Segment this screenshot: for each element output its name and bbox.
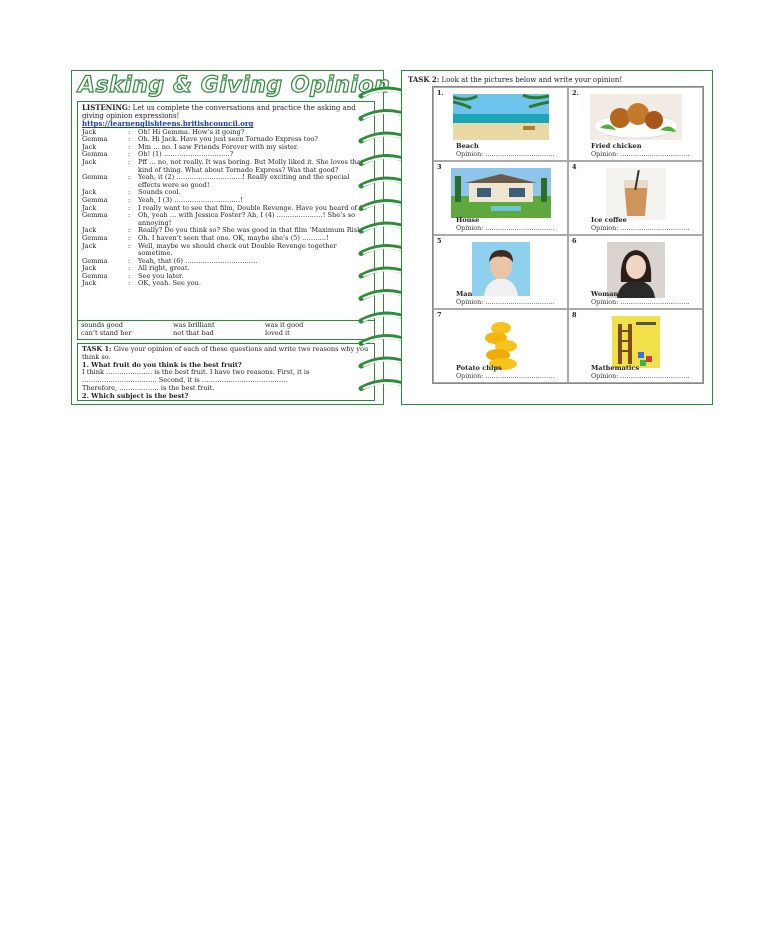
speaker-colon: : — [128, 135, 131, 144]
picture-cell-man — [433, 235, 568, 309]
worksheet — [71, 70, 713, 407]
speaker-name: Gemma — [82, 211, 108, 220]
source-link[interactable]: https://learnenglishteens.britishcouncil.org — [82, 119, 254, 129]
word-bank-item: loved it — [265, 329, 290, 337]
dialogue-text: Oh. I haven’t seen that one. OK, maybe she’s (5) ………..! — [138, 233, 329, 242]
item-caption: Man — [456, 290, 473, 298]
speaker-colon: : — [128, 271, 131, 280]
task2-instruction-text: Look at the pictures below and write your opinion! — [441, 76, 623, 84]
speaker-name: Gemma — [82, 173, 108, 182]
opinion-blank: Opinion: …………………………… — [456, 151, 555, 158]
speaker-name: Gemma — [82, 256, 108, 265]
dialogue-text: See you later. — [138, 271, 184, 280]
word-bank-item: sounds good — [81, 321, 123, 329]
dialogue-text: Oh. Hi Jack. Have you just seen Tornado Express too? — [138, 135, 318, 144]
speaker-colon: : — [128, 264, 131, 273]
speaker-colon: : — [128, 233, 131, 242]
dialogue-line — [82, 212, 370, 227]
opinion-blank: Opinion: …………………………… — [456, 225, 555, 232]
item-caption: Woman — [591, 290, 619, 298]
speaker-name: Gemma — [82, 150, 108, 159]
dialogue-text: Oh! Hi Gemma. How’s it going? — [138, 127, 245, 136]
dialogue-line — [82, 243, 370, 258]
speaker-colon: : — [128, 127, 131, 136]
dialogue-line — [82, 280, 370, 288]
speaker-colon: : — [128, 256, 131, 265]
task1-line-1: I think ………………… is the best fruit. I have two reasons. First, it is — [82, 368, 310, 377]
listening-section — [77, 101, 375, 340]
speaker-name: Jack — [82, 188, 97, 197]
speaker-name: Gemma — [82, 271, 108, 280]
picture-grid — [432, 86, 704, 384]
dialogue-line — [82, 273, 370, 281]
dialogue — [82, 129, 370, 288]
speaker-colon: : — [128, 226, 131, 235]
speaker-colon: : — [128, 241, 131, 250]
dialogue-text: All right, great. — [138, 264, 190, 273]
task1-question-1-text: 1. What fruit do you think is the best fruit? — [82, 360, 242, 369]
item-number: 3 — [437, 163, 442, 171]
dialogue-text: Yeah, it (2) …………………………! Really exciting and the special effects were so good! — [138, 173, 350, 189]
word-bank-item: not that bad — [173, 329, 214, 337]
speaker-colon: : — [128, 211, 131, 220]
dialogue-text: Sounds cool. — [138, 188, 181, 197]
task1-label: TASK 1: — [82, 345, 112, 353]
dialogue-line — [82, 265, 370, 273]
man-image — [472, 242, 530, 296]
speaker-name: Jack — [82, 127, 97, 136]
picture-cell-ice-coffee — [568, 161, 703, 235]
dialogue-text: Oh, yeah … with Jessica Foster? Ah, I (4) …………………! She’s so annoying! — [138, 211, 356, 227]
item-caption: Beach — [456, 142, 479, 150]
speaker-colon: : — [128, 157, 131, 166]
dialogue-text: OK, yeah. See you. — [138, 279, 201, 288]
item-caption: Ice coffee — [591, 216, 627, 224]
dialogue-text: Really? Do you think so? She was good in that film ‘Maximum Risk’. — [138, 226, 366, 235]
item-caption: House — [456, 216, 480, 224]
task1-section — [77, 343, 375, 401]
speaker-colon: : — [128, 195, 131, 204]
opinion-blank: Opinion: …………………………… — [591, 151, 690, 158]
dialogue-text: Mm … no. I saw Friends Forever with my sister. — [138, 142, 299, 151]
beach-image — [453, 94, 549, 140]
speaker-name: Gemma — [82, 135, 108, 144]
speaker-name: Jack — [82, 203, 97, 212]
item-number: 2. — [572, 89, 579, 97]
speaker-name: Jack — [82, 226, 97, 235]
word-bank-item: was brilliant — [173, 321, 215, 329]
task1-question-2 — [82, 393, 370, 401]
dialogue-line — [82, 258, 370, 266]
picture-cell-potato-chips — [433, 309, 568, 383]
speaker-colon: : — [128, 279, 131, 288]
listening-instruction: Let us complete the conversations and practice the asking and giving opinion expressions! — [82, 104, 356, 121]
picture-cell-beach — [433, 87, 568, 161]
dialogue-line — [82, 159, 370, 174]
house-image — [451, 168, 551, 218]
item-caption: Fried chicken — [591, 142, 642, 150]
opinion-blank: Opinion: …………………………… — [591, 225, 690, 232]
word-bank-item: was it good — [265, 321, 304, 329]
dialogue-text: Yeah, I (3) …………………………! — [138, 195, 243, 204]
listening-label: LISTENING: — [82, 103, 131, 112]
speaker-colon: : — [128, 150, 131, 159]
speaker-name: Jack — [82, 241, 97, 250]
item-number: 4 — [572, 163, 577, 171]
item-number: 7 — [437, 311, 442, 319]
word-bank-item: can’t stand her — [81, 329, 132, 337]
item-number: 8 — [572, 311, 577, 319]
picture-cell-woman — [568, 235, 703, 309]
listening-intro — [82, 104, 370, 120]
opinion-blank: Opinion: …………………………… — [456, 299, 555, 306]
dialogue-text: Yeah, that (6) …………………………… — [138, 256, 258, 265]
speaker-name: Gemma — [82, 233, 108, 242]
picture-cell-mathematics — [568, 309, 703, 383]
task2-label: TASK 2: — [408, 75, 440, 84]
task1-question-2-text: 2. Which subject is the best? — [82, 391, 189, 400]
worksheet-title: Asking & Giving Opinion — [78, 73, 391, 98]
speaker-colon: : — [128, 173, 131, 182]
picture-cell-house — [433, 161, 568, 235]
item-number: 1. — [437, 89, 444, 97]
speaker-name: Gemma — [82, 195, 108, 204]
word-bank — [77, 320, 375, 339]
task1-instruction-text: Give your opinion of each of these questions and write two reasons why you think so. — [82, 345, 369, 361]
mathematics-image — [612, 316, 660, 368]
dialogue-text: Pff … no, not really. It was boring. But Molly liked it. She loves that kind of thing. What about Tornado Express? Was that good? — [138, 157, 364, 174]
dialogue-line — [82, 174, 370, 189]
speaker-name: Jack — [82, 157, 97, 166]
picture-cell-fried-chicken — [568, 87, 703, 161]
task2-instruction — [408, 75, 622, 85]
right-page — [401, 70, 713, 405]
opinion-blank: Opinion: …………………………… — [591, 373, 690, 380]
fried-chicken-image — [590, 94, 682, 140]
task1-line-3: Therefore, ……………… is the best fruit. — [82, 383, 215, 392]
item-number: 5 — [437, 237, 442, 245]
ice-coffee-image — [606, 168, 666, 220]
speaker-name: Jack — [82, 279, 97, 288]
item-number: 6 — [572, 237, 577, 245]
item-caption: Potato chips — [456, 364, 502, 372]
speaker-name: Jack — [82, 264, 97, 273]
item-caption: Mathematics — [591, 364, 640, 372]
dialogue-text: I really want to see that film, Double Revenge. Have you heard of it? — [138, 203, 368, 212]
dialogue-text: Oh! (1) …………………………? — [138, 150, 234, 159]
speaker-colon: : — [128, 203, 131, 212]
left-page — [71, 70, 391, 405]
speaker-name: Jack — [82, 142, 97, 151]
speaker-colon: : — [128, 188, 131, 197]
dialogue-text: Well, maybe we should check out Double Revenge together sometime. — [138, 241, 337, 258]
task1-line-2: ……………………………. Second, it is ………………………………… — [82, 376, 288, 385]
opinion-blank: Opinion: …………………………… — [591, 299, 690, 306]
task1-instruction — [82, 346, 370, 362]
speaker-colon: : — [128, 142, 131, 151]
opinion-blank: Opinion: …………………………… — [456, 373, 555, 380]
